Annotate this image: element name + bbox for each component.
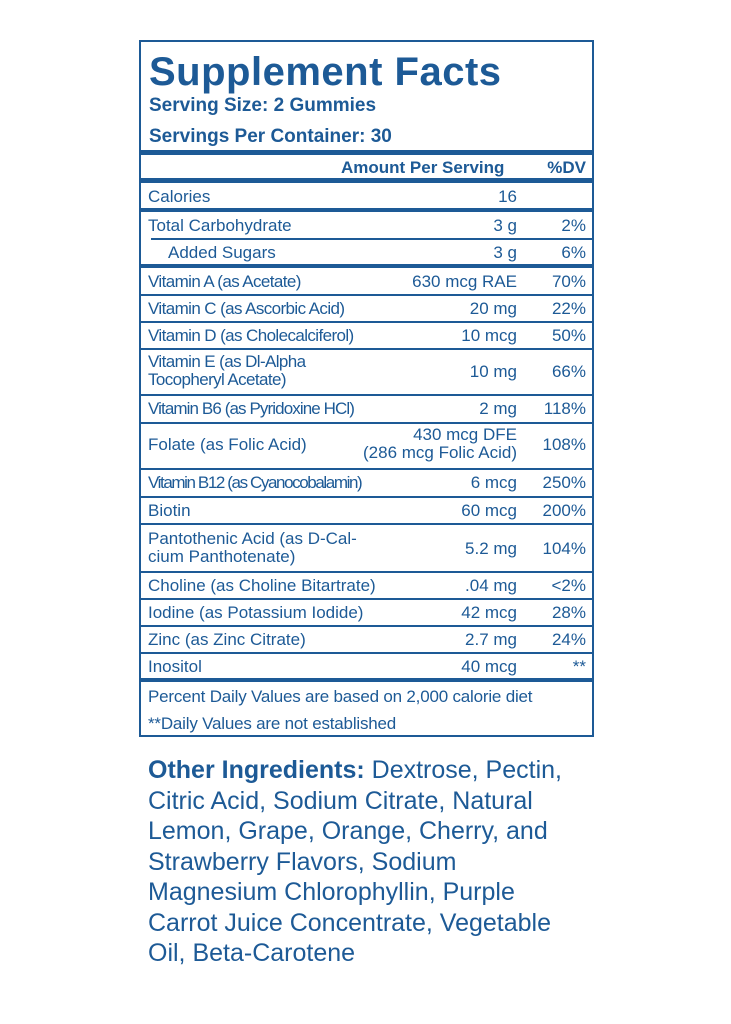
nutrient-row	[141, 424, 592, 468]
nutrient-dv: 28%	[551, 603, 586, 622]
nutrient-row	[141, 600, 592, 626]
nutrient-dv: 6%	[561, 243, 586, 262]
nutrient-row	[141, 323, 592, 349]
nutrient-name: Vitamin C (as Ascorbic Acid)	[148, 299, 345, 318]
other-ingredients-label: Other Ingredients:	[148, 756, 365, 784]
nutrient-row	[141, 296, 592, 322]
nutrient-name: Vitamin B6 (as Pyridoxine HCl)	[148, 399, 355, 418]
nutrient-amount: 60 mcg	[461, 501, 517, 520]
nutrient-row	[141, 654, 592, 680]
nutrient-row	[141, 268, 592, 294]
nutrient-amount: 630 mcg RAE	[412, 272, 517, 291]
nutrient-row	[141, 525, 592, 571]
nutrient-dv: 70%	[551, 272, 586, 291]
nutrient-name: Vitamin D (as Cholecalciferol)	[148, 326, 354, 345]
nutrient-name: Vitamin E (as Dl-Alpha	[148, 352, 306, 371]
nutrient-dv: 2%	[561, 216, 586, 235]
nutrient-row	[141, 396, 592, 422]
nutrient-name: Inositol	[148, 657, 202, 676]
other-ingredients-text: Dextrose, Pectin, Citric Acid, Sodium Citrate, Natural Lemon, Grape, Orange, Cherry, and Strawberry Flavors, Sodium Magnesium Chlorophyllin, Purple Carrot Juice Concentrate, Vegetable Oil, Beta-Carotene	[148, 756, 562, 967]
nutrient-dv: 22%	[551, 299, 586, 318]
nutrient-name: Pantothenic Acid (as D-Cal-	[148, 529, 357, 548]
nutrient-amount: 16	[498, 187, 517, 206]
nutrient-dv: 104%	[542, 539, 586, 558]
amount-header: Amount Per Serving	[341, 158, 505, 177]
nutrient-amount: 2 mg	[479, 399, 517, 418]
nutrient-dv: 108%	[542, 435, 586, 454]
nutrient-amount: 6 mcg	[470, 473, 517, 492]
thick-divider	[141, 150, 592, 155]
nutrient-name: Folate (as Folic Acid)	[148, 435, 307, 454]
nutrient-dv: 200%	[542, 501, 586, 520]
nutrient-amount: 10 mcg	[461, 326, 517, 345]
nutrient-dv: 250%	[542, 473, 586, 492]
nutrient-amount: 42 mcg	[461, 603, 517, 622]
nutrient-dv: 118%	[543, 399, 586, 418]
nutrient-row	[141, 498, 592, 524]
nutrient-name: Calories	[148, 187, 211, 206]
nutrient-row	[141, 212, 592, 238]
nutrient-name: Vitamin A (as Acetate)	[148, 272, 301, 291]
servings-per-container: Servings Per Container: 30	[149, 126, 392, 147]
nutrient-amount: 3 g	[493, 216, 517, 235]
nutrient-row	[141, 350, 592, 394]
nutrient-name-continued: cium Panthotenate)	[148, 547, 296, 566]
nutrient-amount: 40 mcg	[461, 657, 517, 676]
divider	[141, 678, 592, 682]
nutrient-name: Iodine (as Potassium Iodide)	[148, 603, 364, 622]
supplement-facts-panel	[139, 40, 594, 737]
nutrient-amount-detail: (286 mcg Folic Acid)	[363, 443, 517, 462]
nutrient-amount: 430 mcg DFE	[413, 425, 517, 444]
nutrient-dv: <2%	[551, 576, 586, 595]
not-established-footnote: **Daily Values are not established	[148, 714, 397, 733]
nutrient-amount: .04 mg	[465, 576, 517, 595]
dv-header: %DV	[547, 158, 586, 177]
nutrient-row	[141, 627, 592, 653]
other-ingredients	[148, 755, 578, 969]
daily-value-footnote: Percent Daily Values are based on 2,000 calorie diet	[148, 687, 533, 706]
nutrient-dv: 50%	[551, 326, 586, 345]
nutrient-amount: 2.7 mg	[465, 630, 517, 649]
nutrient-name: Choline (as Choline Bitartrate)	[148, 576, 376, 595]
nutrient-row	[141, 470, 592, 496]
nutrient-row	[141, 573, 592, 599]
nutrient-name: Zinc (as Zinc Citrate)	[148, 630, 306, 649]
nutrient-dv: 24%	[551, 630, 586, 649]
nutrient-row	[141, 183, 592, 209]
nutrient-name: Vitamin B12 (as Cyanocobalamin)	[148, 473, 362, 492]
nutrient-name-continued: Tocopheryl Acetate)	[148, 370, 286, 389]
nutrient-name: Added Sugars	[168, 243, 276, 262]
nutrient-amount: 5.2 mg	[465, 539, 517, 558]
nutrient-amount: 20 mg	[469, 299, 517, 318]
panel-title: Supplement Facts	[149, 50, 502, 94]
nutrient-dv: 66%	[551, 362, 586, 381]
nutrient-dv: **	[572, 657, 586, 676]
nutrient-name: Total Carbohydrate	[148, 216, 292, 235]
nutrient-amount: 3 g	[493, 243, 517, 262]
nutrient-name: Biotin	[148, 501, 191, 520]
nutrient-row	[141, 240, 592, 266]
serving-size: Serving Size: 2 Gummies	[149, 95, 377, 116]
nutrient-amount: 10 mg	[469, 362, 517, 381]
